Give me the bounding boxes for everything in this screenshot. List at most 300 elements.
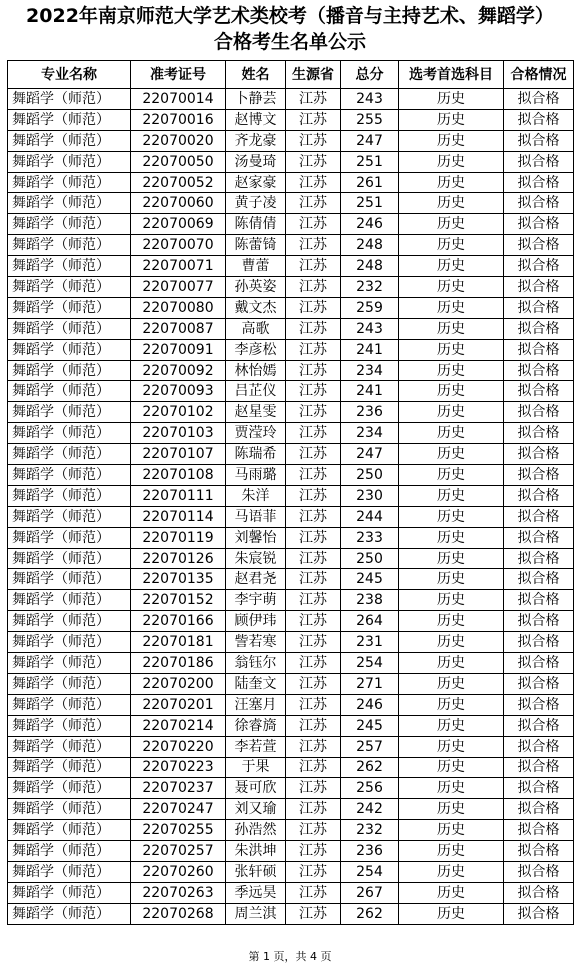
cell-subject: 历史 xyxy=(399,882,504,903)
cell-status: 拟合格 xyxy=(504,882,574,903)
cell-status: 拟合格 xyxy=(504,861,574,882)
cell-major: 舞蹈学（师范） xyxy=(8,193,131,214)
table-row xyxy=(8,214,574,235)
cell-name: 马语菲 xyxy=(226,506,286,527)
cell-subject: 历史 xyxy=(399,297,504,318)
table-row xyxy=(8,360,574,381)
cell-name: 高歌 xyxy=(226,318,286,339)
cell-exam-id: 22070108 xyxy=(131,465,226,486)
cell-province: 江苏 xyxy=(286,256,341,277)
table-row xyxy=(8,506,574,527)
cell-status: 拟合格 xyxy=(504,444,574,465)
cell-province: 江苏 xyxy=(286,151,341,172)
cell-exam-id: 22070119 xyxy=(131,527,226,548)
cell-province: 江苏 xyxy=(286,381,341,402)
page-subtitle: 合格考生名单公示 xyxy=(213,31,366,53)
cell-score: 251 xyxy=(341,151,399,172)
cell-name: 李若萱 xyxy=(226,736,286,757)
cell-name: 訾若寒 xyxy=(226,632,286,653)
cell-name: 陈蕾锜 xyxy=(226,235,286,256)
cell-major: 舞蹈学（师范） xyxy=(8,569,131,590)
table-row xyxy=(8,861,574,882)
cell-exam-id: 22070070 xyxy=(131,235,226,256)
cell-exam-id: 22070087 xyxy=(131,318,226,339)
cell-score: 264 xyxy=(341,611,399,632)
table-row xyxy=(8,256,574,277)
table-row xyxy=(8,757,574,778)
cell-major: 舞蹈学（师范） xyxy=(8,423,131,444)
cell-exam-id: 22070052 xyxy=(131,172,226,193)
cell-score: 236 xyxy=(341,402,399,423)
cell-name: 张轩硕 xyxy=(226,861,286,882)
cell-name: 卜静芸 xyxy=(226,89,286,110)
cell-name: 李彦松 xyxy=(226,339,286,360)
cell-status: 拟合格 xyxy=(504,423,574,444)
column-header-score: 总分 xyxy=(341,61,399,89)
cell-subject: 历史 xyxy=(399,277,504,298)
cell-province: 江苏 xyxy=(286,527,341,548)
candidate-table xyxy=(7,60,574,925)
cell-province: 江苏 xyxy=(286,423,341,444)
cell-subject: 历史 xyxy=(399,715,504,736)
cell-status: 拟合格 xyxy=(504,172,574,193)
cell-score: 231 xyxy=(341,632,399,653)
cell-exam-id: 22070014 xyxy=(131,89,226,110)
cell-score: 241 xyxy=(341,339,399,360)
cell-subject: 历史 xyxy=(399,757,504,778)
cell-exam-id: 22070080 xyxy=(131,297,226,318)
table-row xyxy=(8,569,574,590)
cell-exam-id: 22070268 xyxy=(131,903,226,924)
table-row xyxy=(8,653,574,674)
cell-score: 271 xyxy=(341,673,399,694)
cell-score: 248 xyxy=(341,235,399,256)
cell-province: 江苏 xyxy=(286,109,341,130)
cell-score: 257 xyxy=(341,736,399,757)
cell-province: 江苏 xyxy=(286,861,341,882)
table-row xyxy=(8,611,574,632)
cell-name: 朱洪坤 xyxy=(226,841,286,862)
cell-province: 江苏 xyxy=(286,841,341,862)
cell-name: 孙浩然 xyxy=(226,820,286,841)
cell-name: 曹蕾 xyxy=(226,256,286,277)
column-header-status: 合格情况 xyxy=(504,61,574,89)
cell-subject: 历史 xyxy=(399,903,504,924)
cell-province: 江苏 xyxy=(286,736,341,757)
cell-major: 舞蹈学（师范） xyxy=(8,318,131,339)
cell-major: 舞蹈学（师范） xyxy=(8,548,131,569)
cell-subject: 历史 xyxy=(399,214,504,235)
cell-status: 拟合格 xyxy=(504,820,574,841)
cell-status: 拟合格 xyxy=(504,757,574,778)
cell-score: 232 xyxy=(341,820,399,841)
cell-exam-id: 22070126 xyxy=(131,548,226,569)
cell-subject: 历史 xyxy=(399,256,504,277)
cell-subject: 历史 xyxy=(399,653,504,674)
cell-subject: 历史 xyxy=(399,339,504,360)
cell-score: 254 xyxy=(341,653,399,674)
cell-status: 拟合格 xyxy=(504,632,574,653)
cell-province: 江苏 xyxy=(286,130,341,151)
cell-name: 赵星雯 xyxy=(226,402,286,423)
cell-major: 舞蹈学（师范） xyxy=(8,673,131,694)
cell-exam-id: 22070050 xyxy=(131,151,226,172)
cell-score: 242 xyxy=(341,799,399,820)
cell-province: 江苏 xyxy=(286,172,341,193)
cell-score: 250 xyxy=(341,548,399,569)
cell-province: 江苏 xyxy=(286,214,341,235)
cell-name: 贾滢玲 xyxy=(226,423,286,444)
cell-name: 吕芷仪 xyxy=(226,381,286,402)
cell-province: 江苏 xyxy=(286,820,341,841)
column-header-exam-id: 准考证号 xyxy=(131,61,226,89)
cell-name: 周兰淇 xyxy=(226,903,286,924)
cell-subject: 历史 xyxy=(399,193,504,214)
cell-name: 戴文杰 xyxy=(226,297,286,318)
cell-subject: 历史 xyxy=(399,736,504,757)
cell-exam-id: 22070069 xyxy=(131,214,226,235)
cell-subject: 历史 xyxy=(399,841,504,862)
cell-name: 季远昊 xyxy=(226,882,286,903)
cell-status: 拟合格 xyxy=(504,673,574,694)
cell-score: 244 xyxy=(341,506,399,527)
cell-name: 李宇萌 xyxy=(226,590,286,611)
cell-province: 江苏 xyxy=(286,360,341,381)
cell-subject: 历史 xyxy=(399,172,504,193)
cell-province: 江苏 xyxy=(286,715,341,736)
cell-major: 舞蹈学（师范） xyxy=(8,339,131,360)
cell-name: 朱宸锐 xyxy=(226,548,286,569)
cell-subject: 历史 xyxy=(399,485,504,506)
cell-major: 舞蹈学（师范） xyxy=(8,820,131,841)
cell-status: 拟合格 xyxy=(504,611,574,632)
cell-score: 262 xyxy=(341,757,399,778)
cell-exam-id: 22070114 xyxy=(131,506,226,527)
cell-score: 247 xyxy=(341,130,399,151)
cell-subject: 历史 xyxy=(399,381,504,402)
cell-exam-id: 22070135 xyxy=(131,569,226,590)
cell-score: 245 xyxy=(341,715,399,736)
cell-score: 236 xyxy=(341,841,399,862)
cell-subject: 历史 xyxy=(399,820,504,841)
table-row xyxy=(8,485,574,506)
cell-name: 朱洋 xyxy=(226,485,286,506)
cell-major: 舞蹈学（师范） xyxy=(8,861,131,882)
cell-status: 拟合格 xyxy=(504,548,574,569)
cell-status: 拟合格 xyxy=(504,130,574,151)
cell-status: 拟合格 xyxy=(504,799,574,820)
cell-province: 江苏 xyxy=(286,590,341,611)
cell-major: 舞蹈学（师范） xyxy=(8,611,131,632)
cell-province: 江苏 xyxy=(286,465,341,486)
cell-major: 舞蹈学（师范） xyxy=(8,506,131,527)
cell-score: 261 xyxy=(341,172,399,193)
table-row xyxy=(8,736,574,757)
cell-name: 刘又瑜 xyxy=(226,799,286,820)
cell-subject: 历史 xyxy=(399,465,504,486)
cell-score: 251 xyxy=(341,193,399,214)
cell-status: 拟合格 xyxy=(504,653,574,674)
cell-major: 舞蹈学（师范） xyxy=(8,590,131,611)
cell-exam-id: 22070214 xyxy=(131,715,226,736)
cell-name: 徐睿旖 xyxy=(226,715,286,736)
cell-name: 黄子凌 xyxy=(226,193,286,214)
cell-score: 243 xyxy=(341,318,399,339)
cell-subject: 历史 xyxy=(399,527,504,548)
cell-name: 刘馨怡 xyxy=(226,527,286,548)
cell-score: 262 xyxy=(341,903,399,924)
cell-name: 陈瑞希 xyxy=(226,444,286,465)
cell-score: 254 xyxy=(341,861,399,882)
cell-major: 舞蹈学（师范） xyxy=(8,130,131,151)
cell-status: 拟合格 xyxy=(504,465,574,486)
cell-name: 顾伊玮 xyxy=(226,611,286,632)
cell-score: 255 xyxy=(341,109,399,130)
cell-province: 江苏 xyxy=(286,89,341,110)
cell-major: 舞蹈学（师范） xyxy=(8,297,131,318)
cell-name: 聂可欣 xyxy=(226,778,286,799)
cell-subject: 历史 xyxy=(399,694,504,715)
table-row xyxy=(8,235,574,256)
table-row xyxy=(8,339,574,360)
cell-status: 拟合格 xyxy=(504,694,574,715)
cell-major: 舞蹈学（师范） xyxy=(8,715,131,736)
cell-exam-id: 22070016 xyxy=(131,109,226,130)
cell-province: 江苏 xyxy=(286,548,341,569)
table-row xyxy=(8,903,574,924)
table-row xyxy=(8,423,574,444)
cell-major: 舞蹈学（师范） xyxy=(8,757,131,778)
cell-score: 246 xyxy=(341,694,399,715)
cell-score: 243 xyxy=(341,89,399,110)
cell-major: 舞蹈学（师范） xyxy=(8,277,131,298)
cell-status: 拟合格 xyxy=(504,569,574,590)
cell-status: 拟合格 xyxy=(504,778,574,799)
cell-name: 于果 xyxy=(226,757,286,778)
cell-province: 江苏 xyxy=(286,903,341,924)
cell-score: 256 xyxy=(341,778,399,799)
cell-subject: 历史 xyxy=(399,673,504,694)
cell-exam-id: 22070093 xyxy=(131,381,226,402)
cell-subject: 历史 xyxy=(399,548,504,569)
cell-score: 246 xyxy=(341,214,399,235)
table-row xyxy=(8,402,574,423)
cell-major: 舞蹈学（师范） xyxy=(8,527,131,548)
cell-name: 陈倩倩 xyxy=(226,214,286,235)
cell-subject: 历史 xyxy=(399,590,504,611)
cell-province: 江苏 xyxy=(286,235,341,256)
cell-province: 江苏 xyxy=(286,799,341,820)
cell-status: 拟合格 xyxy=(504,715,574,736)
cell-status: 拟合格 xyxy=(504,381,574,402)
cell-exam-id: 22070152 xyxy=(131,590,226,611)
cell-status: 拟合格 xyxy=(504,193,574,214)
cell-score: 245 xyxy=(341,569,399,590)
cell-province: 江苏 xyxy=(286,193,341,214)
cell-major: 舞蹈学（师范） xyxy=(8,256,131,277)
cell-name: 林怡嫣 xyxy=(226,360,286,381)
cell-exam-id: 22070257 xyxy=(131,841,226,862)
cell-subject: 历史 xyxy=(399,423,504,444)
cell-exam-id: 22070237 xyxy=(131,778,226,799)
table-row xyxy=(8,590,574,611)
cell-exam-id: 22070107 xyxy=(131,444,226,465)
cell-status: 拟合格 xyxy=(504,297,574,318)
cell-exam-id: 22070186 xyxy=(131,653,226,674)
cell-name: 翁钰尔 xyxy=(226,653,286,674)
cell-province: 江苏 xyxy=(286,318,341,339)
table-row xyxy=(8,277,574,298)
cell-score: 233 xyxy=(341,527,399,548)
cell-province: 江苏 xyxy=(286,632,341,653)
table-row xyxy=(8,381,574,402)
cell-major: 舞蹈学（师范） xyxy=(8,465,131,486)
cell-province: 江苏 xyxy=(286,778,341,799)
cell-score: 248 xyxy=(341,256,399,277)
cell-subject: 历史 xyxy=(399,444,504,465)
cell-subject: 历史 xyxy=(399,569,504,590)
cell-province: 江苏 xyxy=(286,506,341,527)
cell-status: 拟合格 xyxy=(504,339,574,360)
cell-score: 267 xyxy=(341,882,399,903)
table-row xyxy=(8,465,574,486)
cell-province: 江苏 xyxy=(286,611,341,632)
cell-name: 赵博文 xyxy=(226,109,286,130)
cell-name: 汪塞月 xyxy=(226,694,286,715)
cell-exam-id: 22070111 xyxy=(131,485,226,506)
cell-major: 舞蹈学（师范） xyxy=(8,402,131,423)
cell-major: 舞蹈学（师范） xyxy=(8,360,131,381)
cell-subject: 历史 xyxy=(399,360,504,381)
cell-exam-id: 22070103 xyxy=(131,423,226,444)
cell-exam-id: 22070260 xyxy=(131,861,226,882)
table-row xyxy=(8,193,574,214)
cell-major: 舞蹈学（师范） xyxy=(8,841,131,862)
column-header-major: 专业名称 xyxy=(8,61,131,89)
cell-name: 马雨璐 xyxy=(226,465,286,486)
cell-subject: 历史 xyxy=(399,89,504,110)
cell-status: 拟合格 xyxy=(504,109,574,130)
cell-subject: 历史 xyxy=(399,130,504,151)
cell-subject: 历史 xyxy=(399,861,504,882)
cell-province: 江苏 xyxy=(286,277,341,298)
table-row xyxy=(8,882,574,903)
cell-province: 江苏 xyxy=(286,569,341,590)
cell-province: 江苏 xyxy=(286,485,341,506)
table-row xyxy=(8,172,574,193)
cell-score: 238 xyxy=(341,590,399,611)
cell-subject: 历史 xyxy=(399,402,504,423)
cell-status: 拟合格 xyxy=(504,903,574,924)
cell-exam-id: 22070223 xyxy=(131,757,226,778)
table-row xyxy=(8,89,574,110)
cell-major: 舞蹈学（师范） xyxy=(8,653,131,674)
cell-score: 234 xyxy=(341,360,399,381)
cell-major: 舞蹈学（师范） xyxy=(8,172,131,193)
cell-status: 拟合格 xyxy=(504,485,574,506)
page-title: 2022年南京师范大学艺术类校考（播音与主持艺术、舞蹈学） xyxy=(26,5,554,27)
cell-status: 拟合格 xyxy=(504,841,574,862)
cell-province: 江苏 xyxy=(286,297,341,318)
cell-subject: 历史 xyxy=(399,235,504,256)
cell-province: 江苏 xyxy=(286,757,341,778)
cell-exam-id: 22070077 xyxy=(131,277,226,298)
cell-subject: 历史 xyxy=(399,778,504,799)
cell-exam-id: 22070220 xyxy=(131,736,226,757)
cell-province: 江苏 xyxy=(286,882,341,903)
cell-major: 舞蹈学（师范） xyxy=(8,882,131,903)
cell-name: 赵家豪 xyxy=(226,172,286,193)
cell-score: 247 xyxy=(341,444,399,465)
cell-exam-id: 22070091 xyxy=(131,339,226,360)
cell-subject: 历史 xyxy=(399,799,504,820)
cell-major: 舞蹈学（师范） xyxy=(8,736,131,757)
table-row xyxy=(8,527,574,548)
cell-province: 江苏 xyxy=(286,402,341,423)
cell-status: 拟合格 xyxy=(504,277,574,298)
cell-province: 江苏 xyxy=(286,673,341,694)
table-row xyxy=(8,820,574,841)
column-header-name: 姓名 xyxy=(226,61,286,89)
table-row xyxy=(8,109,574,130)
cell-major: 舞蹈学（师范） xyxy=(8,778,131,799)
cell-score: 259 xyxy=(341,297,399,318)
column-header-subject: 选考首选科目 xyxy=(399,61,504,89)
cell-subject: 历史 xyxy=(399,151,504,172)
table-row xyxy=(8,694,574,715)
cell-status: 拟合格 xyxy=(504,235,574,256)
cell-status: 拟合格 xyxy=(504,256,574,277)
cell-major: 舞蹈学（师范） xyxy=(8,214,131,235)
cell-status: 拟合格 xyxy=(504,318,574,339)
cell-subject: 历史 xyxy=(399,109,504,130)
cell-name: 齐龙豪 xyxy=(226,130,286,151)
cell-exam-id: 22070166 xyxy=(131,611,226,632)
table-row xyxy=(8,778,574,799)
cell-status: 拟合格 xyxy=(504,506,574,527)
cell-score: 250 xyxy=(341,465,399,486)
table-header-row xyxy=(8,61,574,89)
table-row xyxy=(8,632,574,653)
cell-major: 舞蹈学（师范） xyxy=(8,89,131,110)
cell-province: 江苏 xyxy=(286,444,341,465)
cell-subject: 历史 xyxy=(399,632,504,653)
cell-status: 拟合格 xyxy=(504,736,574,757)
cell-name: 赵君尧 xyxy=(226,569,286,590)
cell-subject: 历史 xyxy=(399,611,504,632)
cell-status: 拟合格 xyxy=(504,402,574,423)
cell-exam-id: 22070255 xyxy=(131,820,226,841)
cell-major: 舞蹈学（师范） xyxy=(8,444,131,465)
cell-province: 江苏 xyxy=(286,694,341,715)
table-row xyxy=(8,799,574,820)
table-body xyxy=(8,89,574,925)
cell-subject: 历史 xyxy=(399,506,504,527)
cell-exam-id: 22070247 xyxy=(131,799,226,820)
cell-status: 拟合格 xyxy=(504,527,574,548)
table-row xyxy=(8,318,574,339)
table-row xyxy=(8,151,574,172)
cell-major: 舞蹈学（师范） xyxy=(8,381,131,402)
cell-exam-id: 22070181 xyxy=(131,632,226,653)
cell-exam-id: 22070200 xyxy=(131,673,226,694)
page-number: 第 1 页，共 4 页 xyxy=(248,950,332,963)
table-row xyxy=(8,548,574,569)
cell-name: 陆奎文 xyxy=(226,673,286,694)
cell-status: 拟合格 xyxy=(504,214,574,235)
cell-exam-id: 22070102 xyxy=(131,402,226,423)
table-row xyxy=(8,673,574,694)
